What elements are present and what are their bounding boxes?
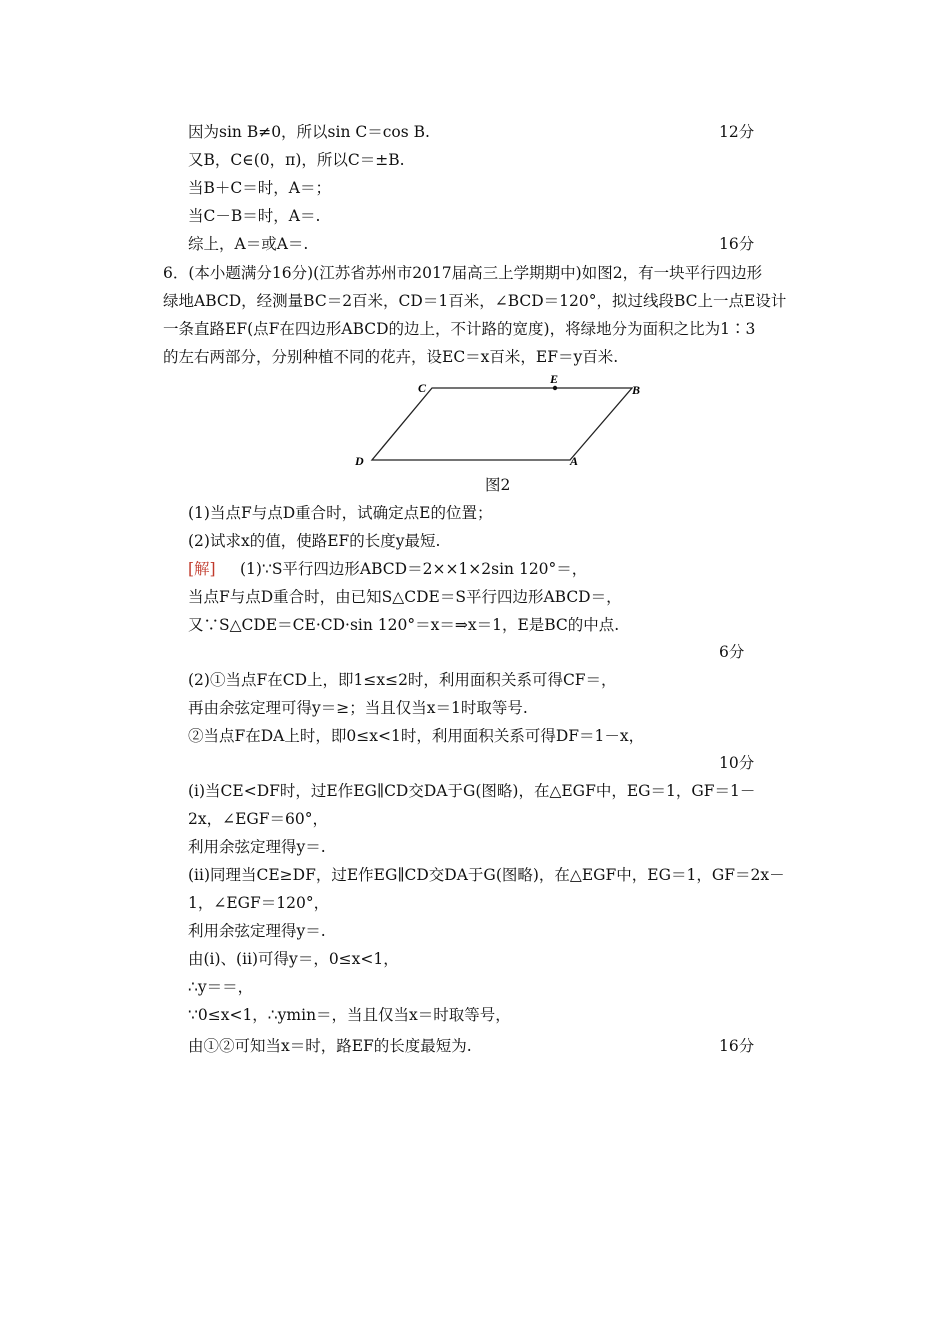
text-line: 综上，A＝或A＝. bbox=[188, 235, 309, 253]
label-c: C bbox=[418, 381, 427, 395]
text-line: (1)当点F与点D重合时，试确定点E的位置； bbox=[188, 504, 493, 522]
text-line: 绿地ABCD，经测量BC＝2百米，CD＝1百米，∠BCD＝120°，拟过线段BC上一点E设计 bbox=[163, 292, 787, 310]
text-line: (1)∵S平行四边形ABCD＝2××1×2sin 120°＝， bbox=[240, 560, 588, 578]
text-line: (2)①当点F在CD上，即1≤x≤2时，利用面积关系可得CF＝， bbox=[188, 671, 617, 689]
text-line: 利用余弦定理得y＝. bbox=[188, 922, 326, 940]
text-line: 6．(本小题满分16分)(江苏省苏州市2017届高三上学期期中)如图2，有一块平行四边形 bbox=[163, 264, 763, 282]
text-line: 又∵S△CDE＝CE·CD·sin 120°＝x＝⇒x＝1，E是BC的中点. bbox=[188, 616, 620, 634]
point-e bbox=[553, 386, 557, 390]
figure-caption: 图2 bbox=[485, 476, 511, 494]
text-line: 利用余弦定理得y＝. bbox=[188, 838, 326, 856]
text-line: 由(ⅰ)、(ⅱ)可得y＝，0≤x<1， bbox=[188, 950, 399, 968]
text-line: (ⅰ)当CE<DF时，过E作EG∥CD交DA于G(图略)，在△EGF中，EG＝1，GF＝1－ bbox=[188, 782, 756, 800]
parallelogram-abcd bbox=[372, 388, 632, 460]
text-line: 再由余弦定理可得y＝≥；当且仅当x＝1时取等号. bbox=[188, 699, 528, 717]
label-d: D bbox=[355, 454, 364, 468]
text-line: 2x，∠EGF＝60°， bbox=[188, 810, 329, 828]
text-line: 因为sin B≠0，所以sin C＝cos B. bbox=[188, 123, 430, 141]
text-line: (2)试求x的值，使路EF的长度y最短. bbox=[188, 532, 441, 550]
text-line: 一条直路EF(点F在四边形ABCD的边上，不计路的宽度)，将绿地分为面积之比为1∶3 bbox=[163, 320, 756, 338]
text-line: ∵0≤x<1，∴ymin＝，当且仅当x＝时取等号， bbox=[188, 1006, 511, 1024]
label-e: E bbox=[550, 374, 559, 386]
text-line: 的左右两部分，分别种植不同的花卉，设EC＝x百米，EF＝y百米. bbox=[163, 348, 619, 366]
text-line: 当B＋C＝时，A＝； bbox=[188, 179, 331, 197]
score-mark: 10分 bbox=[719, 754, 755, 772]
text-line: (ⅱ)同理当CE≥DF，过E作EG∥CD交DA于G(图略)，在△EGF中，EG＝1，GF＝2x－ bbox=[188, 866, 785, 884]
score-mark: 16分 bbox=[719, 235, 755, 253]
text-line: ∴y＝＝， bbox=[188, 978, 254, 996]
text-line: 1，∠EGF＝120°， bbox=[188, 894, 330, 912]
text-line: 又B，C∈(0，π)，所以C＝±B. bbox=[188, 151, 405, 169]
text-line: 当点F与点D重合时，由已知S△CDE＝S平行四边形ABCD＝， bbox=[188, 588, 622, 606]
label-b: B bbox=[632, 383, 641, 397]
text-line: 当C－B＝时，A＝. bbox=[188, 207, 321, 225]
label-a: A bbox=[570, 454, 579, 468]
text-line: 由①②可知当x＝时，路EF的长度最短为. bbox=[188, 1037, 472, 1055]
score-mark: 12分 bbox=[719, 123, 755, 141]
text-line: ②当点F在DA上时，即0≤x<1时，利用面积关系可得DF＝1－x， bbox=[188, 727, 645, 745]
score-mark: 6分 bbox=[719, 643, 745, 661]
answer-label: [解] bbox=[188, 560, 216, 578]
score-mark: 16分 bbox=[719, 1037, 755, 1055]
